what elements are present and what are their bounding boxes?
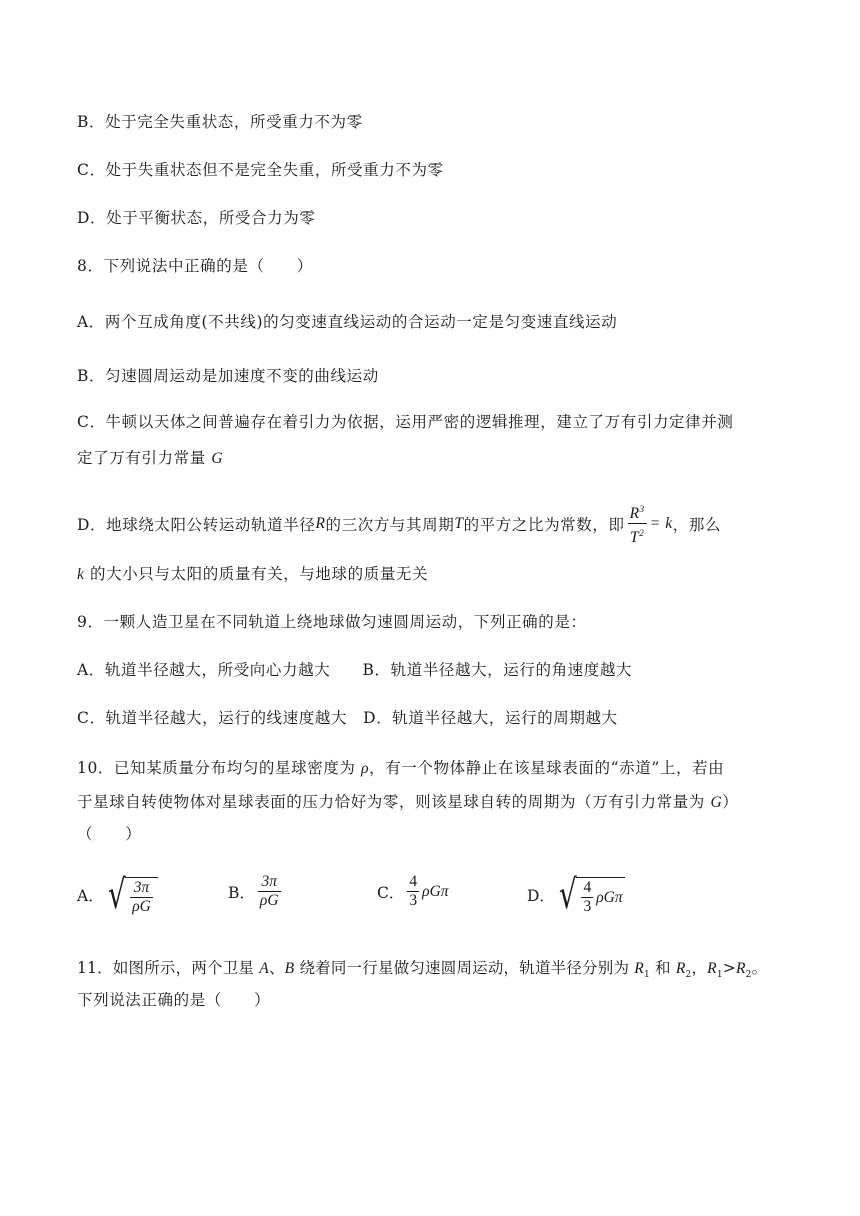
- text: 的平方之比为常数，即: [463, 515, 625, 534]
- frac-num: 3π: [130, 879, 153, 898]
- option-d-line: D．处于平衡状态，所受合力为零: [77, 209, 316, 227]
- question-8-option-d-line2: [77, 562, 428, 584]
- var-r2: R: [735, 960, 746, 977]
- var-r1: R: [634, 960, 644, 977]
- question-8-option-c-line2: [77, 446, 223, 468]
- kepler-fraction: [628, 500, 647, 547]
- var-rho: ρ: [361, 760, 370, 777]
- option-d-rest: ρGπ: [596, 888, 623, 906]
- var-a: A: [259, 960, 269, 977]
- text: ，: [691, 959, 708, 977]
- var-g: G: [710, 794, 723, 811]
- var-b: B: [284, 960, 295, 977]
- text: D．地球绕太阳公转运动轨道半径: [77, 515, 316, 534]
- text: >: [722, 959, 736, 977]
- frac-num: R: [629, 505, 640, 523]
- question-11-line2: 下列说法正确的是（ ）: [77, 991, 271, 1009]
- var-g: G: [211, 450, 224, 467]
- frac-den: ρG: [259, 892, 279, 909]
- question-8-option-b: B．匀速圆周运动是加速度不变的曲线运动: [77, 367, 379, 385]
- text: ，有一个物体静止在该星球表面的“赤道”上，若由: [369, 759, 725, 777]
- question-10-line1: [77, 756, 724, 778]
- var-r: R: [315, 514, 326, 532]
- option-label: C．: [377, 883, 405, 902]
- question-9-options-ab: A．轨道半径越大，所受向心力越大 B．轨道半径越大，运行的角速度越大: [77, 661, 633, 679]
- sqrt-symbol: √ $\frac{4}{3}$ ρGπ: [558, 872, 623, 918]
- frac-num: 4: [409, 873, 418, 890]
- option-b-line: B．处于完全失重状态，所受重力不为零: [77, 113, 363, 131]
- text: 绕着同一行星做匀速圆周运动，轨道半径分别为: [294, 959, 635, 977]
- text: 和: [649, 959, 676, 977]
- question-10-answer-blank: （ ）: [77, 825, 142, 843]
- option-label: D．: [527, 887, 555, 905]
- text: 的三次方与其周期: [325, 515, 455, 534]
- question-10-option-b: [228, 873, 284, 910]
- text: 于星球自转使物体对星球表面的压力恰好为零，则该星球自转的周期为（万有引力常量为: [77, 793, 711, 811]
- option-c-line: C．处于失重状态但不是完全失重，所受重力不为零: [77, 161, 444, 179]
- var-t: T: [454, 514, 464, 532]
- question-8-option-c-line1: C．牛顿以天体之间普遍存在着引力为依据，运用严密的逻辑推理，建立了万有引力定律并测: [77, 413, 734, 431]
- kepler-rhs: = k: [649, 514, 673, 532]
- text: ）: [722, 793, 739, 811]
- frac-den: ρG: [132, 898, 151, 915]
- var-r2: R: [675, 960, 686, 977]
- question-9-options-cd: C．轨道半径越大，运行的线速度越大 D．轨道半径越大，运行的周期越大: [77, 709, 618, 727]
- var-k: k: [77, 566, 85, 583]
- question-8-option-a: A．两个互成角度(不共线)的匀变速直线运动的合运动一定是匀变速直线运动: [77, 313, 618, 331]
- subscript: 2: [685, 970, 692, 980]
- text: 。: [751, 959, 768, 977]
- option-label: B．: [228, 883, 255, 902]
- frac-num-exp: 3: [639, 504, 645, 514]
- question-11-line1: [77, 956, 767, 978]
- question-10-option-d: [527, 873, 625, 917]
- text: 定了万有引力常量: [77, 449, 212, 467]
- question-10-option-c: [377, 873, 449, 910]
- subscript: 1: [643, 970, 650, 980]
- question-10-line2: [77, 790, 738, 812]
- frac-den: 3: [409, 892, 418, 909]
- var-r1: R: [707, 960, 717, 977]
- frac-den-exp: 2: [639, 528, 645, 539]
- text: 11．如图所示，两个卫星: [77, 959, 260, 977]
- option-label: A．: [77, 887, 104, 905]
- sqrt-symbol: √ $\frac{3\pi}{\rho G}$: [104, 873, 158, 917]
- text: ，那么: [672, 515, 722, 534]
- option-c-rest: ρGπ: [422, 882, 449, 900]
- text: 的大小只与太阳的质量有关，与地球的质量无关: [84, 565, 429, 583]
- frac-num: 3π: [258, 873, 281, 892]
- frac-den: 3: [583, 898, 592, 915]
- question-8-stem: 8．下列说法中正确的是（ ）: [77, 257, 313, 275]
- question-9-stem: 9．一颗人造卫星在不同轨道上绕地球做匀速圆周运动，下列正确的是：: [77, 613, 587, 631]
- frac-num: 4: [583, 879, 592, 896]
- text: 10．已知某质量分布均匀的星球密度为: [77, 759, 362, 777]
- question-10-option-a: [77, 873, 158, 917]
- text: 、: [268, 959, 285, 977]
- frac-den: T: [630, 529, 640, 547]
- question-8-option-d-line1: [77, 500, 721, 547]
- subscript: 2: [745, 970, 752, 980]
- subscript: 1: [716, 970, 723, 980]
